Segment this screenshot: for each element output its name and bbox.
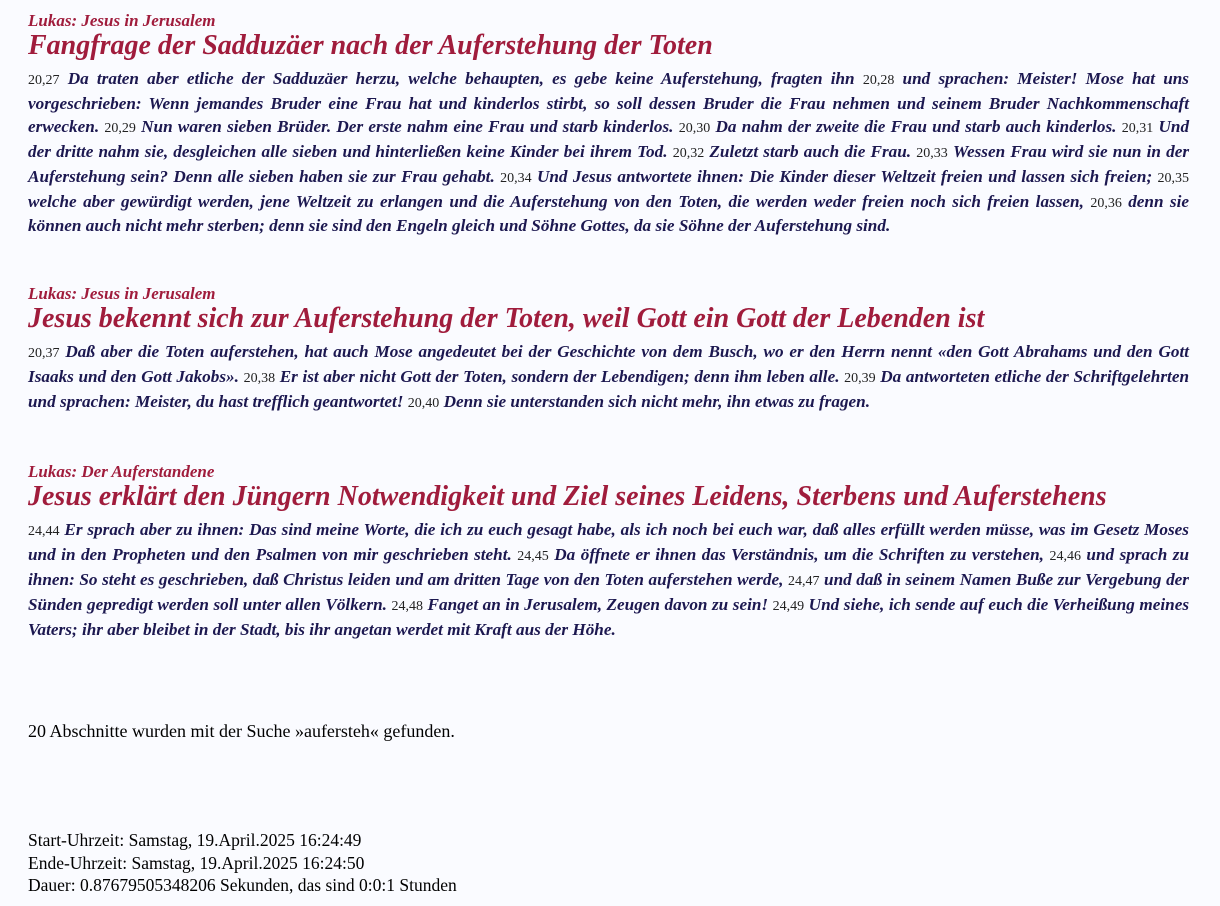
verse-text: Und Jesus antwortete ihnen: Die Kinder dieser Weltzeit freien und lassen sich freien;: [536, 166, 1153, 186]
verse-text: Er sprach aber zu ihnen: Das sind meine Worte, die ich zu euch gesagt habe, als ich noch bei euch war, daß alles erfüllt werden müsse, was im Gesetz Moses und in den Propheten und den Psalmen von mir geschrieben steht.: [28, 520, 1189, 564]
verse-number: 20,36: [1090, 195, 1122, 211]
verse-number: 20,30: [678, 120, 711, 136]
verse-text: Und der dritte nahm sie, desgleichen alle sieben und hinterließen keine Kinder bei ihrem Tod.: [28, 116, 1190, 161]
book-label: Lukas: Jesus in Jerusalem: [28, 284, 216, 304]
verse-text: und sprachen: Meister! Mose hat uns vorgeschrieben: Wenn jemandes Bruder eine Frau hat und kinderlos stirbt, so soll dessen Bruder die Frau nehmen und seinem Bruder Nachkommenschaft erwecken.: [28, 69, 1189, 136]
verse-text: Da traten aber etliche der Sadduzäer herzu, welche behaupten, es gebe keine Auferstehung, fragten ihn: [67, 69, 855, 88]
verse-number: 20,39: [844, 371, 876, 387]
verse-number: 20,40: [407, 396, 440, 412]
verse-number: 20,34: [500, 170, 532, 186]
verse-number: 20,35: [1157, 170, 1190, 186]
verse-number: 20,38: [243, 371, 276, 387]
section-title: Jesus erklärt den Jüngern Notwendigkeit und Ziel seines Leidens, Sterbens und Auferstehens: [28, 481, 1107, 513]
verse-text: und sprach zu ihnen: So steht es geschrieben, daß Christus leiden und am dritten Tage von den Toten auferstehen werde,: [28, 544, 1190, 589]
start-time: Start-Uhrzeit: Samstag, 19.April.2025 16:24:49: [28, 830, 362, 850]
verse-number: 20,32: [672, 145, 705, 161]
end-time: Ende-Uhrzeit: Samstag, 19.April.2025 16:24:50: [28, 852, 365, 873]
verse-text: Denn sie unterstanden sich nicht mehr, ihn etwas zu fragen.: [443, 392, 871, 412]
verse-text: Da antworteten etliche der Schriftgelehrten und sprachen: Meister, du hast trefflich geantwortet!: [28, 367, 1190, 412]
verse-text: Zuletzt starb auch die Frau.: [709, 141, 912, 161]
verse-number: 20,33: [916, 145, 948, 161]
verse-text: Fanget an in Jerusalem, Zeugen davon zu sein!: [427, 594, 769, 614]
verse-text: denn sie können auch nicht mehr sterben; denn sie sind den Engeln gleich und Söhne Gottes, da sie Söhne der Auferstehung sind.: [28, 191, 1190, 236]
verse-text: Wessen Frau wird sie nun in der Auferstehung sein? Denn alle sieben haben sie zur Frau gehabt.: [28, 141, 1190, 186]
result-section: [28, 11, 1189, 238]
verse-text: Er ist aber nicht Gott der Toten, sondern der Lebendigen; denn ihm leben alle.: [279, 367, 840, 387]
verse-number: 20,37: [28, 346, 60, 362]
result-count: 20 Abschnitte wurden mit der Suche »aufersteh« gefunden.: [28, 721, 455, 741]
verse-number: 24,48: [391, 598, 423, 614]
passage-text: [28, 341, 1189, 416]
verse-text: welche aber gewürdigt werden, jene Weltzeit zu erlangen und die Auferstehung von den Toten, die werden weder freien noch sich freien lassen,: [28, 191, 1084, 211]
section-title: Jesus bekennt sich zur Auferstehung der Toten, weil Gott ein Gott der Lebenden ist: [28, 303, 985, 335]
verse-number: 20,27: [28, 73, 60, 88]
verse-text: und daß in seinem Namen Buße zur Vergebung der Sünden gepredigt werden soll unter allen Völkern.: [28, 569, 1189, 614]
book-label: Lukas: Der Auferstandene: [28, 462, 215, 482]
verse-text: Daß aber die Toten auferstehen, hat auch Mose angedeutet bei der Geschichte von dem Busch, wo er den Herrn nennt «den Gott Abrahams und den Gott Isaaks und den Gott Jakobs».: [28, 342, 1190, 387]
book-label: Lukas: Jesus in Jerusalem: [28, 11, 216, 30]
verse-number: 24,46: [1049, 548, 1081, 564]
verse-text: Nun waren sieben Brüder. Der erste nahm eine Frau und starb kinderlos.: [141, 116, 674, 136]
verse-number: 24,49: [772, 598, 805, 614]
verse-number: 20,31: [1121, 120, 1154, 136]
verse-number: 20,28: [862, 73, 895, 88]
verse-text: Da öffnete er ihnen das Verständnis, um die Schriften zu verstehen,: [554, 544, 1044, 564]
timing-info: [28, 829, 457, 897]
result-section: [28, 462, 1189, 642]
verse-text: Da nahm der zweite die Frau und starb auch kinderlos.: [715, 116, 1117, 136]
section-title: Fangfrage der Sadduzäer nach der Auferstehung der Toten: [28, 30, 713, 61]
result-section: [28, 284, 1189, 416]
passage-text: [28, 519, 1189, 642]
verse-number: 20,29: [104, 120, 136, 136]
verse-number: 24,45: [517, 548, 549, 564]
verse-number: 24,47: [787, 573, 820, 589]
search-results: [28, 11, 1189, 642]
verse-number: 24,44: [28, 524, 60, 540]
passage-text: [28, 68, 1189, 238]
duration: Dauer: 0.87679505348206 Sekunden, das sind 0:0:1 Stunden: [28, 875, 457, 895]
verse-text: Und siehe, ich sende auf euch die Verheißung meines Vaters; ihr aber bleibet in der Stadt, bis ihr angetan werdet mit Kraft aus der Höhe.: [28, 594, 1190, 639]
